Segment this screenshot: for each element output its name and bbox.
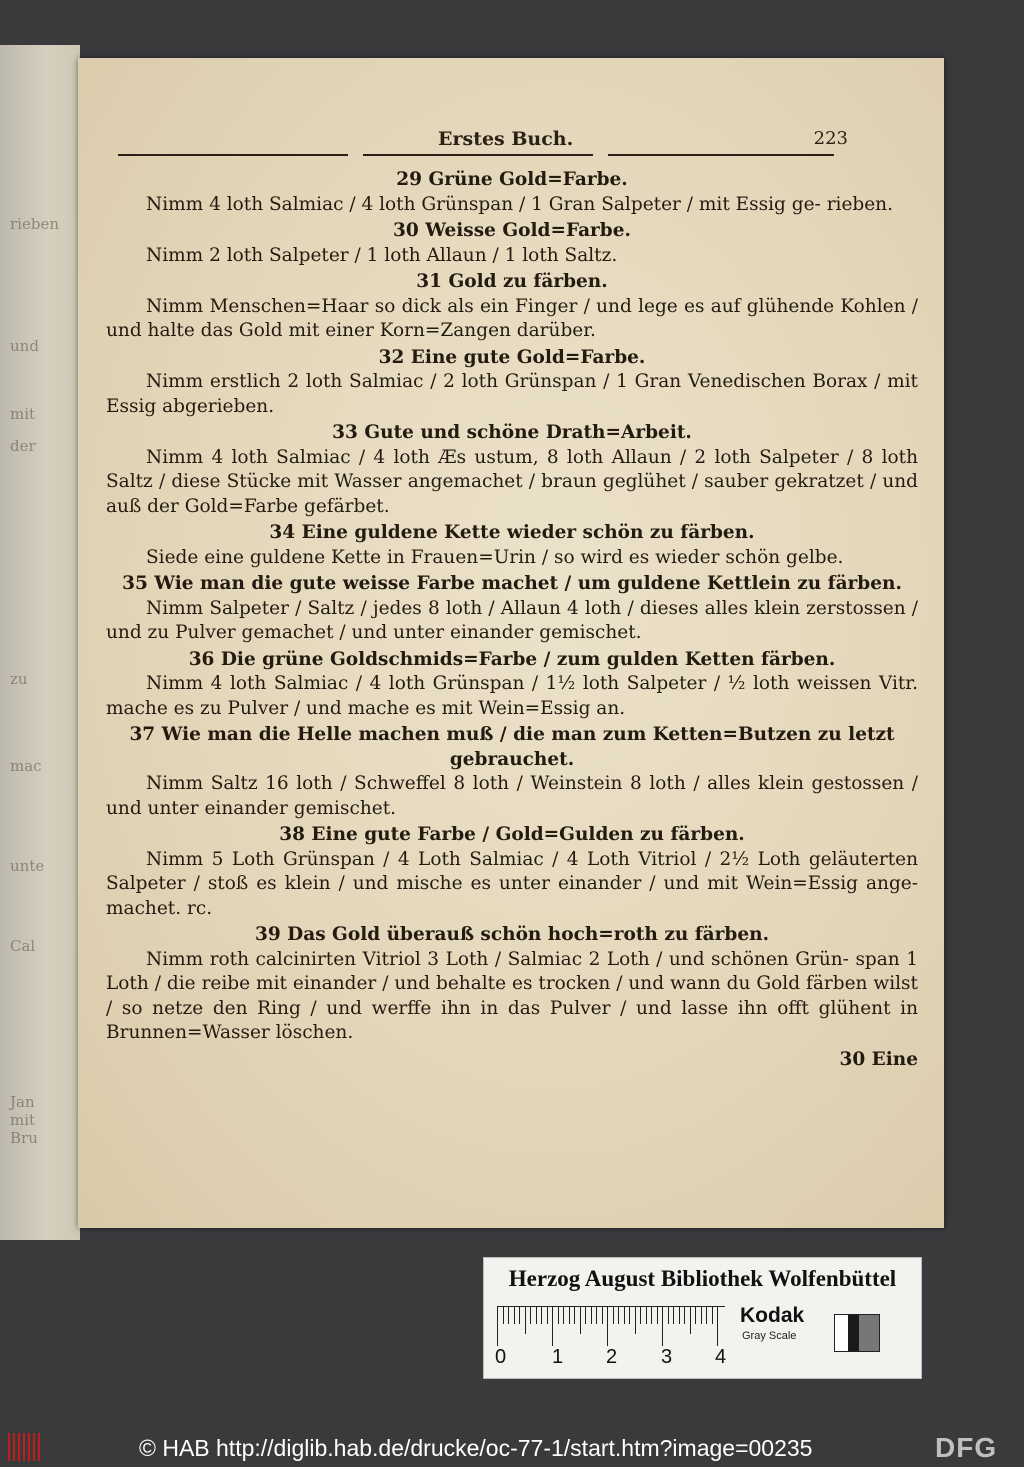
header-rule-left — [118, 154, 348, 156]
ruler-tick — [585, 1306, 586, 1324]
copyright-link[interactable]: © HAB http://diglib.hab.de/drucke/oc-77-1/start.htm?image=00235 — [139, 1435, 813, 1461]
ruler-tick — [547, 1306, 548, 1324]
ruler-tick — [651, 1306, 652, 1324]
ruler-number: 3 — [661, 1346, 673, 1368]
header-rule-right — [608, 154, 834, 156]
facing-page-fragment: mit — [10, 1111, 36, 1129]
kodak-logo: Kodak — [740, 1304, 805, 1327]
recipe-entry — [106, 168, 918, 217]
recipe-entry — [106, 648, 918, 722]
recipe-entry — [106, 572, 918, 646]
recipe-body: Nimm Salpeter / Saltz / jedes 8 loth / Allaun 4 loth / dieses alles klein zerstossen / und zu Pulver gemachet / und unter einander gemischet. — [106, 597, 918, 643]
ruler-tick — [635, 1306, 636, 1334]
ruler-tick — [618, 1306, 619, 1324]
gray-scale-label: Gray Scale — [742, 1330, 797, 1342]
recipe-entry — [106, 723, 918, 821]
barcode-icon — [8, 1433, 40, 1461]
ruler-tick — [706, 1306, 707, 1324]
ruler-tick — [519, 1306, 520, 1324]
facing-page-fragment: Cal — [10, 937, 36, 955]
facing-page-fragment: rieben — [10, 215, 59, 233]
recipe-title: 37 Wie man die Helle machen muß / die man zum Ketten=Butzen zu letzt gebrauchet. — [129, 724, 895, 770]
ruler-tick — [690, 1306, 691, 1334]
ruler-tick — [497, 1306, 498, 1346]
recipe-entry — [106, 219, 918, 268]
recipe-body: Nimm 4 loth Salmiac / 4 loth Grünspan / 1 Gran Salpeter / mit Essig ge- rieben. — [146, 193, 893, 215]
ruler-tick — [657, 1306, 658, 1324]
ruler-tick — [530, 1306, 531, 1324]
facing-page-fragment: und — [10, 337, 39, 355]
facing-page-fragment: Bru — [10, 1129, 38, 1147]
recipe-title: 33 Gute und schöne Drath=Arbeit. — [332, 422, 692, 443]
ruler-tick — [558, 1306, 559, 1324]
ruler-tick — [591, 1306, 592, 1324]
facing-page-fragment: mac — [10, 757, 42, 775]
ruler-tick — [574, 1306, 575, 1324]
ruler-tick — [607, 1306, 608, 1346]
ruler-tick — [701, 1306, 702, 1324]
ruler-tick — [514, 1306, 515, 1324]
ruler-number: 0 — [495, 1346, 507, 1368]
ruler-tick — [569, 1306, 570, 1324]
ruler-tick — [508, 1306, 509, 1324]
ruler-tick — [695, 1306, 696, 1324]
ruler-tick — [629, 1306, 630, 1324]
recipe-entry — [106, 421, 918, 519]
ruler-tick — [503, 1306, 504, 1324]
ruler-tick — [679, 1306, 680, 1324]
recipe-body: Nimm Menschen=Haar so dick als ein Finger / und lege es auf glühende Kohlen / und halte das Gold mit einer Korn=Zangen darüber. — [106, 295, 918, 341]
recipe-title: 34 Eine guldene Kette wieder schön zu färben. — [269, 522, 755, 543]
ruler-tick — [640, 1306, 641, 1324]
ruler-tick — [525, 1306, 526, 1334]
catchword: 30 Eine — [839, 1048, 918, 1070]
ruler-number: 4 — [715, 1346, 727, 1368]
ruler-tick — [684, 1306, 685, 1324]
ruler-tick — [613, 1306, 614, 1324]
recipe-title: 38 Eine gute Farbe / Gold=Gulden zu färben. — [279, 824, 745, 845]
ruler-number: 2 — [606, 1346, 618, 1368]
recipe-entry — [106, 823, 918, 921]
facing-page-fragment: unte — [10, 857, 45, 875]
dfg-logo: DFG — [935, 1432, 998, 1463]
ruler-tick — [712, 1306, 713, 1324]
facing-page-edge — [0, 45, 80, 1240]
facing-page-fragment: mit — [10, 405, 36, 423]
recipe-title: 35 Wie man die gute weisse Farbe machet / um guldene Kettlein zu färben. — [122, 573, 902, 594]
footer-bar — [0, 1430, 1024, 1467]
ruler-tick — [717, 1306, 718, 1346]
ruler — [497, 1306, 725, 1348]
facing-page-fragment: der — [10, 437, 36, 455]
ruler-tick — [673, 1306, 674, 1324]
ruler-tick — [596, 1306, 597, 1324]
recipe-body: Nimm roth calcinirten Vitriol 3 Loth / Salmiac 2 Loth / und schönen Grün- span 1 Loth / die reibe mit einander / und behalte es trocken / und wann du Gold färben wilst / so netze den Ring / und werffe ihn in das Pulver / und lasse ihn offt glühent in Brunnen=Wasser löschen. — [106, 948, 918, 1043]
ruler-tick — [646, 1306, 647, 1324]
recipe-body: Siede eine guldene Kette in Frauen=Urin / so wird es wieder schön gelbe. — [146, 546, 844, 568]
recipe-entry — [106, 923, 918, 1046]
ruler-tick — [563, 1306, 564, 1324]
ruler-number: 1 — [552, 1346, 564, 1368]
recipe-entry — [106, 521, 918, 570]
ruler-tick — [602, 1306, 603, 1324]
facing-page-fragment: Jan — [10, 1093, 35, 1111]
recipe-entry — [106, 346, 918, 420]
color-scale-card — [483, 1257, 922, 1379]
recipe-title: 30 Weisse Gold=Farbe. — [393, 220, 631, 241]
ruler-tick — [668, 1306, 669, 1324]
ruler-tick — [541, 1306, 542, 1324]
recipe-entry — [106, 270, 918, 344]
ruler-tick — [536, 1306, 537, 1324]
recipe-title: 31 Gold zu färben. — [416, 271, 608, 292]
recipe-body: Nimm 5 Loth Grünspan / 4 Loth Salmiac / 4 Loth Vitriol / 2½ Loth geläuterten Salpeter / stoß es klein / und mische es unter einander / und mit Wein=Essig ange- machet. rc. — [106, 848, 918, 919]
recipe-body: Nimm Saltz 16 loth / Schweffel 8 loth / Weinstein 8 loth / alles klein gestossen / und unter einander gemischet. — [106, 773, 918, 819]
recipe-title: 29 Grüne Gold=Farbe. — [396, 169, 628, 190]
page-text — [106, 166, 918, 1072]
recipe-body: Nimm erstlich 2 loth Salmiac / 2 loth Grünspan / 1 Gran Venedischen Borax / mit Essig abgerieben. — [106, 371, 918, 417]
ruler-tick — [552, 1306, 553, 1346]
ruler-tick — [580, 1306, 581, 1334]
header-rule-middle — [363, 154, 593, 156]
recipe-body: Nimm 2 loth Salpeter / 1 loth Allaun / 1 loth Saltz. — [146, 244, 618, 266]
ruler-tick — [624, 1306, 625, 1324]
recipe-title: 36 Die grüne Goldschmids=Farbe / zum gulden Ketten färben. — [188, 648, 836, 670]
facing-page-fragment: zu — [10, 670, 28, 688]
recipe-body: Nimm 4 loth Salmiac / 4 loth Æs ustum, 8 loth Allaun / 2 loth Salpeter / 8 loth Saltz / diese Stücke mit Wasser angemachet / braun geglühet / sauber gekratzet / und auß der Gold=Farbe gefärbet. — [106, 446, 918, 517]
library-name: Herzog August Bibliothek Wolfenbüttel — [508, 1266, 897, 1291]
page-number: 223 — [813, 128, 848, 149]
recipe-body: Nimm 4 loth Salmiac / 4 loth Grünspan / 1½ loth Salpeter / ½ loth weissen Vitr. mache es zu Pulver / und mache es mit Wein=Essig an. — [106, 673, 918, 719]
recipe-title: 39 Das Gold überauß schön hoch=roth zu färben. — [254, 924, 770, 945]
header-title: Erstes Buch. — [438, 128, 574, 150]
book-page — [78, 58, 944, 1228]
ruler-tick — [662, 1306, 663, 1346]
gray-swatch — [834, 1314, 880, 1352]
recipe-title: 32 Eine gute Gold=Farbe. — [378, 346, 646, 368]
